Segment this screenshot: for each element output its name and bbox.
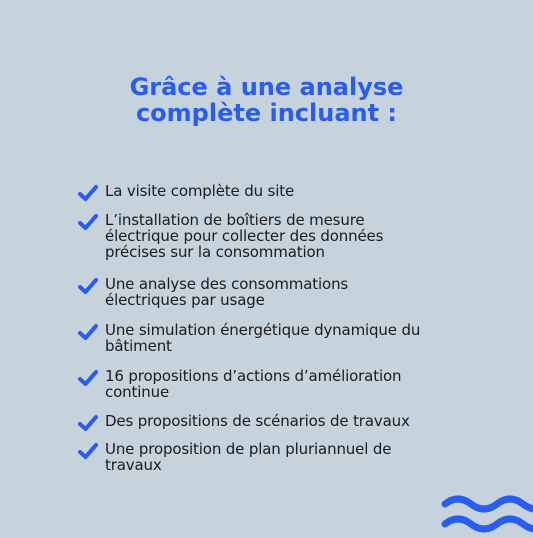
checklist-item-text [105,276,348,308]
check-icon [78,442,100,460]
checklist-item-line: Des propositions de scénarios de travaux [105,412,410,430]
checklist-item [78,276,478,308]
title-line-1: Grâce à une analyse [129,73,404,101]
checklist-item [78,368,478,400]
check-icon [78,369,100,387]
check-icon [78,184,100,202]
check-icon [78,213,100,231]
checklist-item-text [105,413,410,429]
waves-icon [440,494,533,534]
checklist-item-line: électrique pour collecter des données [105,227,384,245]
title-line-2: complète incluant : [135,99,398,127]
checklist-item-line: 16 propositions d’actions d’amélioration [105,367,402,385]
checklist-item-line: Une proposition de plan pluriannuel de [105,440,392,458]
checklist-item-line: L’installation de boîtiers de mesure [105,211,365,229]
checklist-item-text [105,441,391,473]
checklist-item-line: continue [105,383,170,401]
checklist-item-text [105,183,294,199]
checklist-item-text [105,368,401,400]
check-icon [78,414,100,432]
checklist-item [78,212,478,260]
checklist-item-line: travaux [105,456,162,474]
checklist-item-line: Une simulation énergétique dynamique du [105,321,421,339]
checklist-item [78,183,478,202]
check-icon [78,323,100,341]
checklist-item-text [105,212,383,260]
checklist-item-line: électriques par usage [105,291,265,309]
checklist-item [78,441,478,473]
checklist-item [78,322,478,354]
checklist-item-line: La visite complète du site [105,182,295,200]
checklist-item-line: bâtiment [105,337,172,355]
checklist-item [78,413,478,432]
checklist-item-text [105,322,420,354]
check-icon [78,277,100,295]
checklist-item-line: Une analyse des consommations [105,275,349,293]
checklist-item-line: précises sur la consommation [105,243,325,261]
